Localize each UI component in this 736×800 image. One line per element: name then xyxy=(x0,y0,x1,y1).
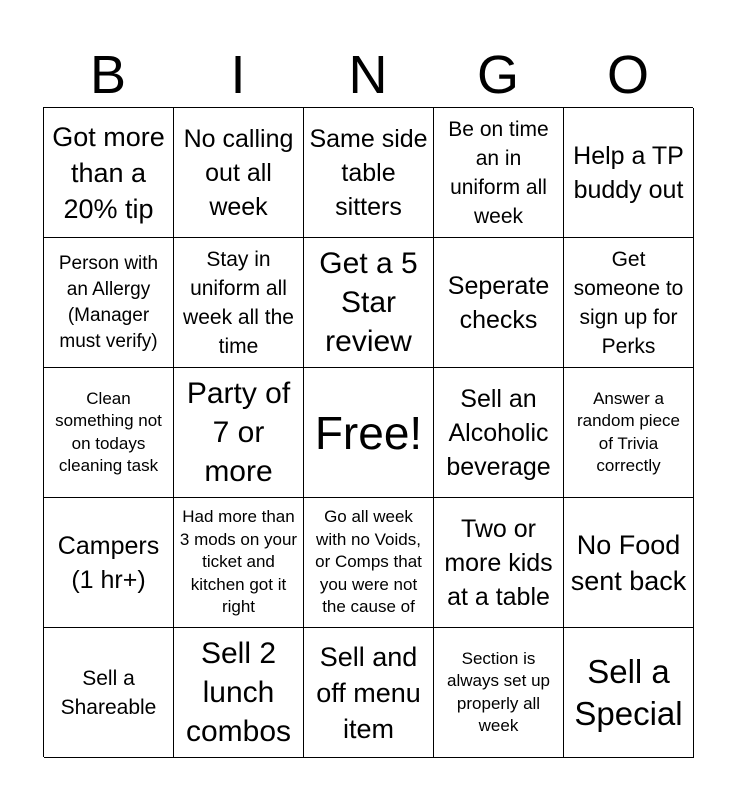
bingo-cell-g3[interactable] xyxy=(434,368,564,498)
bingo-header xyxy=(43,42,693,108)
bingo-cell-text: Sell 2 lunch combos xyxy=(185,637,292,748)
bingo-cell-text: Party of 7 or more xyxy=(186,377,291,488)
bingo-cell-i3[interactable] xyxy=(174,368,304,498)
bingo-cell-text: Sell and off menu item xyxy=(316,641,421,744)
header-letter-i: I xyxy=(230,45,246,105)
bingo-cell-n5[interactable] xyxy=(304,628,434,758)
bingo-cell-text: Had more than 3 mods on your ticket and kitchen got it right xyxy=(179,507,298,617)
free-space-label: Free! xyxy=(314,406,423,459)
bingo-cell-b2[interactable] xyxy=(44,238,174,368)
bingo-board xyxy=(43,107,693,757)
bingo-cell-o1[interactable] xyxy=(564,108,694,238)
bingo-cell-g5[interactable] xyxy=(434,628,564,758)
bingo-cell-g1[interactable] xyxy=(434,108,564,238)
bingo-cell-text: Sell a Special xyxy=(574,652,683,732)
bingo-cell-i5[interactable] xyxy=(174,628,304,758)
bingo-cell-b3[interactable] xyxy=(44,368,174,498)
bingo-cell-i4[interactable] xyxy=(174,498,304,628)
bingo-cell-n1[interactable] xyxy=(304,108,434,238)
bingo-cell-text: No Food sent back xyxy=(570,529,687,596)
header-letter-b: B xyxy=(89,45,127,105)
bingo-cell-i1[interactable] xyxy=(174,108,304,238)
header-letter-o: O xyxy=(606,45,649,105)
bingo-cell-text: Campers (1 hr+) xyxy=(57,531,160,594)
bingo-cell-n2[interactable] xyxy=(304,238,434,368)
bingo-cell-text: No calling out all week xyxy=(183,124,294,221)
bingo-cell-b5[interactable] xyxy=(44,628,174,758)
bingo-cell-text: Sell an Alcoholic beverage xyxy=(446,384,551,481)
bingo-cell-g4[interactable] xyxy=(434,498,564,628)
bingo-cell-text: Section is always set up properly all week xyxy=(447,648,550,735)
bingo-cell-o2[interactable] xyxy=(564,238,694,368)
bingo-cell-o4[interactable] xyxy=(564,498,694,628)
bingo-cell-text: Clean something not on todays cleaning task xyxy=(55,388,162,475)
bingo-cell-text: Stay in uniform all week all the time xyxy=(183,247,294,358)
bingo-cell-i2[interactable] xyxy=(174,238,304,368)
bingo-cell-text: Answer a random piece of Trivia correctly xyxy=(576,388,680,475)
header-letter-g: G xyxy=(476,45,519,105)
bingo-cell-o5[interactable] xyxy=(564,628,694,758)
bingo-cell-text: Person with an Allergy (Manager must verify) xyxy=(58,252,159,352)
bingo-cell-text: Sell a Shareable xyxy=(60,666,157,719)
bingo-cell-b1[interactable] xyxy=(44,108,174,238)
bingo-cell-text: Be on time an in uniform all week xyxy=(448,117,549,228)
bingo-cell-text: Same side table sitters xyxy=(309,124,428,221)
bingo-cell-text: Got more than a 20% tip xyxy=(52,121,165,224)
bingo-cell-b4[interactable] xyxy=(44,498,174,628)
free-space[interactable] xyxy=(304,368,434,498)
bingo-cell-n4[interactable] xyxy=(304,498,434,628)
bingo-cell-text: Help a TP buddy out xyxy=(573,141,684,204)
header-letter-n: N xyxy=(348,45,388,105)
bingo-cell-text: Get a 5 Star review xyxy=(319,247,418,358)
bingo-cell-text: Seperate checks xyxy=(447,271,550,334)
bingo-cell-text: Get someone to sign up for Perks xyxy=(573,247,684,358)
bingo-cell-o3[interactable] xyxy=(564,368,694,498)
bingo-cell-text: Two or more kids at a table xyxy=(444,514,553,611)
bingo-cell-text: Go all week with no Voids, or Comps that you were not the cause of xyxy=(315,507,422,617)
bingo-cell-g2[interactable] xyxy=(434,238,564,368)
